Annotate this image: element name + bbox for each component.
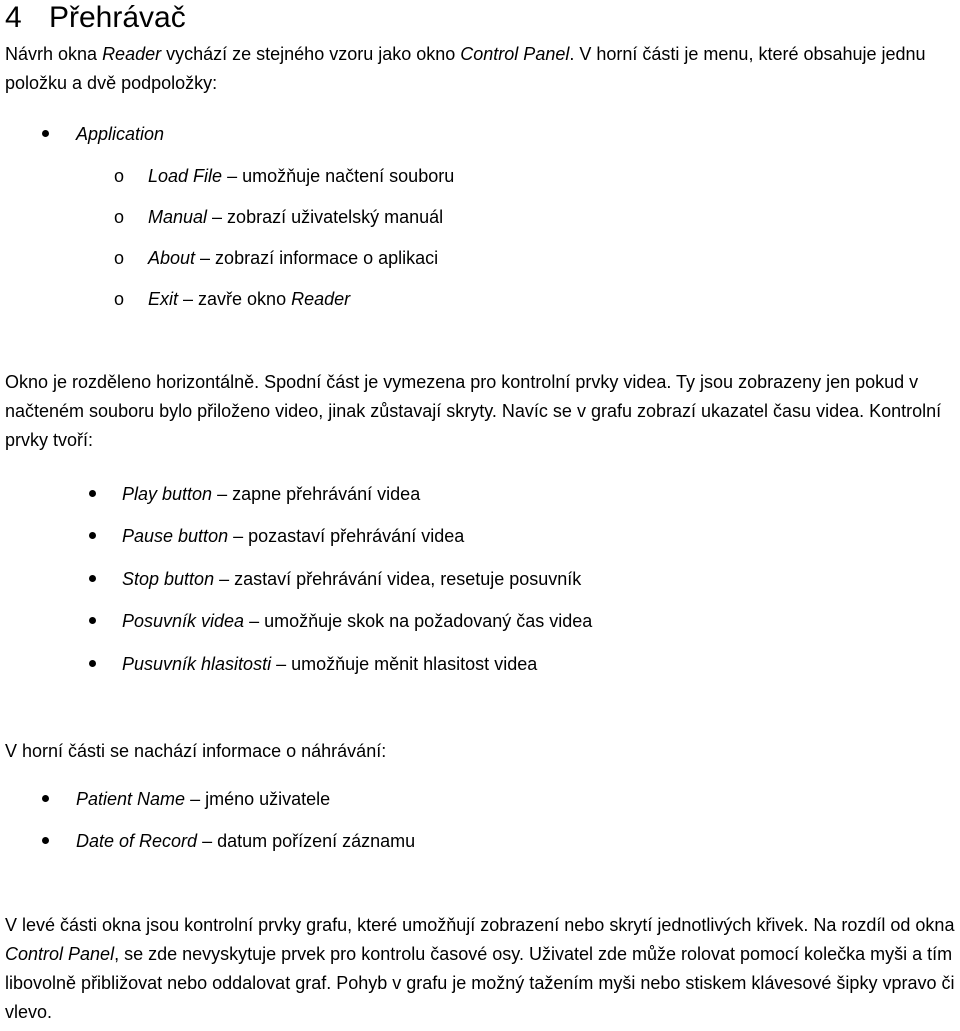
- info-name: Date of Record: [76, 831, 198, 851]
- subitem-desc: – zobrazí informace o aplikaci: [195, 248, 439, 268]
- info-desc: – jméno uživatele: [185, 789, 331, 809]
- info-item: [76, 787, 330, 811]
- left-text-2: , se zde nevyskytuje prvek pro kontrolu časové osy. Uživatel zde může rolovat pomocí kolečka myši a tím libovolně přibližovat nebo oddalovat graf. Pohyb v grafu je možný tažením myši nebo stiskem klávesové šipky vpravo či vlevo.: [5, 944, 955, 1022]
- subitem-extra: Reader: [291, 289, 351, 309]
- subitem-desc: – zavře okno: [178, 289, 292, 309]
- left-text-1: V levé části okna jsou kontrolní prvky grafu, které umožňují zobrazení nebo skrytí jednotlivých křivek. Na rozdíl od okna: [5, 915, 955, 935]
- control-name: Play button: [122, 484, 213, 504]
- info-item: [76, 829, 415, 853]
- subitem-name: Exit: [148, 289, 179, 309]
- control-desc: – umožňuje měnit hlasitost videa: [271, 654, 538, 674]
- subitem-desc: – umožňuje načtení souboru: [222, 166, 455, 186]
- left-panel-paragraph: [5, 911, 957, 1027]
- control-item: [122, 652, 537, 676]
- intro-text-2: vychází ze stejného vzoru jako okno: [161, 44, 461, 64]
- bullet-icon: [89, 490, 96, 497]
- info-desc: – datum pořízení záznamu: [197, 831, 416, 851]
- control-item: [122, 609, 592, 633]
- menu-application-label: Application: [76, 124, 165, 144]
- control-item: [122, 524, 464, 548]
- intro-control-panel: Control Panel: [460, 44, 570, 64]
- intro-reader: Reader: [102, 44, 162, 64]
- left-control-panel: Control Panel: [5, 944, 115, 964]
- intro-paragraph: [5, 40, 957, 98]
- menu-subitem: [148, 164, 454, 188]
- layout-paragraph: Okno je rozděleno horizontálně. Spodní část je vymezena pro kontrolní prvky videa. Ty jsou zobrazeny jen pokud v načteném souboru bylo přiloženo video, jinak zůstavají skryty. Navíc se v grafu zobrazí ukazatel času videa. Kontrolní prvky tvoří:: [5, 372, 942, 450]
- subitem-name: Manual: [148, 207, 208, 227]
- bullet-icon: [42, 837, 49, 844]
- control-desc: – umožňuje skok na požadovaný čas videa: [244, 611, 593, 631]
- circle-bullet-icon: o: [114, 248, 125, 268]
- bullet-icon: [42, 795, 49, 802]
- section-number: 4: [5, 1, 22, 34]
- subitem-name: Load File: [148, 166, 223, 186]
- circle-bullet-icon: o: [114, 207, 125, 227]
- control-item: [122, 482, 420, 506]
- menu-subitem: [148, 246, 438, 270]
- control-item: [122, 567, 581, 591]
- menu-subitem: [148, 205, 443, 229]
- circle-bullet-icon: o: [114, 289, 125, 309]
- intro-text-1: Návrh okna: [5, 44, 103, 64]
- info-name: Patient Name: [76, 789, 186, 809]
- subitem-name: About: [148, 248, 196, 268]
- bullet-icon: [89, 532, 96, 539]
- control-desc: – zapne přehrávání videa: [212, 484, 421, 504]
- control-desc: – zastaví přehrávání videa, resetuje posuvník: [214, 569, 582, 589]
- section-title: Přehrávač: [49, 1, 186, 34]
- control-desc: – pozastaví přehrávání videa: [228, 526, 465, 546]
- control-name: Pause button: [122, 526, 229, 546]
- menu-item-application: [76, 122, 164, 146]
- bullet-icon: [89, 660, 96, 667]
- info-paragraph: V horní části se nachází informace o náhrávání:: [5, 741, 387, 761]
- intro-text-3: . V horní části je menu, které obsahuje jednu položku a dvě podpoložky:: [5, 44, 926, 93]
- control-name: Pusuvník hlasitosti: [122, 654, 272, 674]
- circle-bullet-icon: o: [114, 166, 125, 186]
- menu-subitem: [148, 287, 350, 311]
- bullet-icon: [89, 575, 96, 582]
- control-name: Stop button: [122, 569, 215, 589]
- section-heading: [5, 0, 186, 36]
- control-name: Posuvník videa: [122, 611, 245, 631]
- subitem-desc: – zobrazí uživatelský manuál: [207, 207, 444, 227]
- bullet-icon: [89, 617, 96, 624]
- bullet-icon: [42, 130, 49, 137]
